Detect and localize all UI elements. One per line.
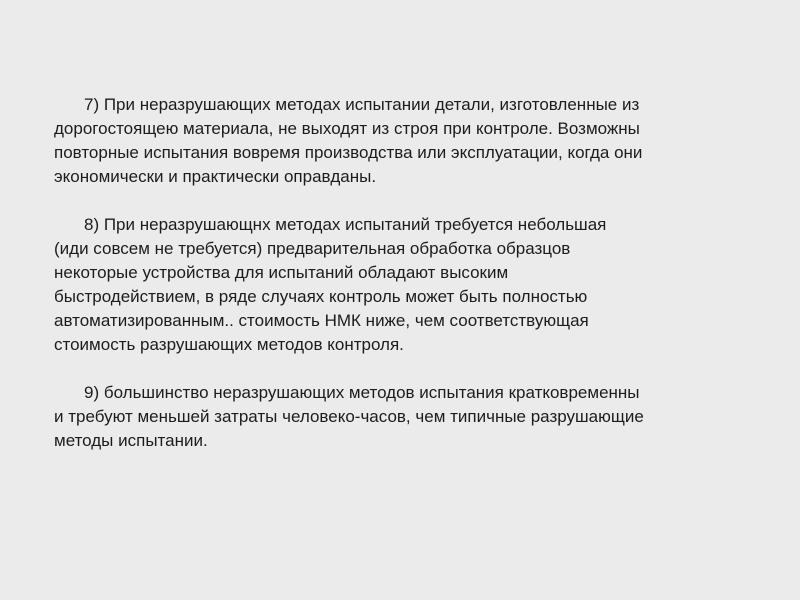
paragraph-line: 7) При неразрушающих методах испытании детали, изготовленные из [84, 95, 640, 114]
paragraph-line: методы испытании. [54, 431, 208, 450]
paragraph-line: 9) большинство неразрушающих методов испытания кратковременны [84, 383, 640, 402]
paragraph-line: экономически и практически оправданы. [54, 167, 377, 186]
paragraph-line: и требуют меньшей затраты человеко-часов, чем типичные разрушающие [54, 407, 644, 426]
paragraph-line: быстродействием, в ряде случаях контроль может быть полностью [54, 287, 588, 306]
paragraph-line: автоматизированным.. стоимость НМК ниже, чем соответствующая [54, 311, 589, 330]
paragraph-line: некоторые устройства для испытаний обладают высоким [54, 263, 509, 282]
paragraph-line: стоимость разрушающих методов контроля. [54, 335, 404, 354]
paragraph-7 [54, 93, 774, 189]
paragraph-line: повторные испытания вовремя производства или эксплуатации, когда они [54, 143, 643, 162]
paragraph-9 [54, 381, 774, 453]
paragraph-line: дорогостоящею материала, не выходят из строя при контроле. Возможны [54, 119, 640, 138]
paragraph-8 [54, 213, 774, 357]
slide-text-block [54, 93, 774, 477]
paragraph-line: 8) При неразрушающнх методах испытаний требуется небольшая [84, 215, 607, 234]
paragraph-line: (иди совсем не требуется) предварительная обработка образцов [54, 239, 571, 258]
